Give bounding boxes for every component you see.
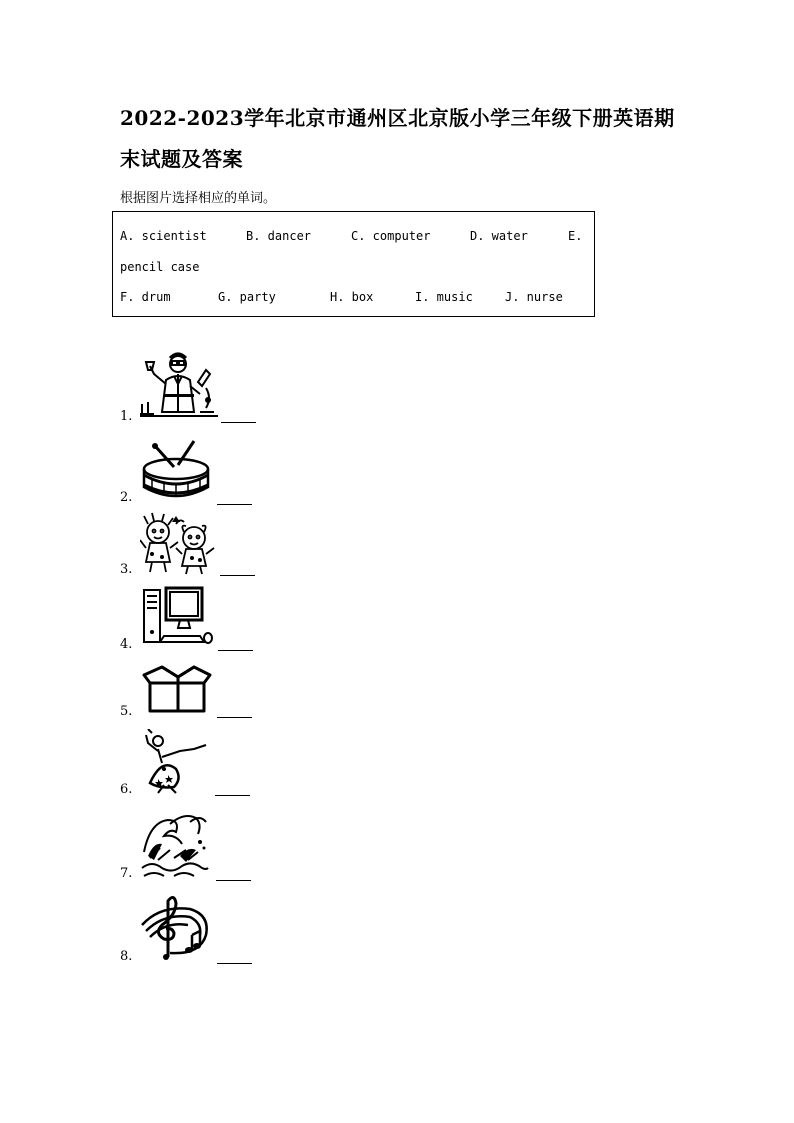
- option-e: E.: [568, 229, 583, 243]
- computer-icon: [142, 586, 214, 648]
- party-icon: [140, 512, 216, 576]
- question-6: [120, 727, 320, 807]
- question-2: [120, 435, 320, 515]
- question-number: 1.: [120, 409, 133, 424]
- drum-icon: [140, 439, 212, 503]
- option-e-cont: pencil case: [120, 260, 200, 274]
- answer-blank[interactable]: [215, 794, 250, 796]
- question-number: 5.: [120, 704, 133, 719]
- box-icon: [142, 663, 212, 715]
- option-d: D. water: [470, 229, 528, 243]
- question-number: 6.: [120, 782, 133, 797]
- answer-blank[interactable]: [217, 503, 252, 505]
- dancer-icon: [140, 729, 210, 795]
- question-number: 2.: [120, 490, 133, 505]
- question-number: 3.: [120, 562, 133, 577]
- question-5: [120, 655, 320, 735]
- option-b: B. dancer: [246, 229, 312, 243]
- scientist-icon: [140, 352, 218, 418]
- option-f: F. drum: [120, 290, 171, 304]
- music-icon: [140, 895, 212, 961]
- question-3: [120, 510, 320, 590]
- word-bank-box: [112, 211, 595, 317]
- question-number: 8.: [120, 949, 133, 964]
- question-number: 4.: [120, 637, 133, 652]
- option-h: H. box: [330, 290, 374, 304]
- answer-blank[interactable]: [217, 716, 252, 718]
- question-1: [120, 350, 320, 430]
- answer-blank[interactable]: [220, 574, 255, 576]
- question-8: [120, 893, 320, 973]
- option-g: G. party: [218, 290, 276, 304]
- option-i: I. music: [415, 290, 473, 304]
- option-c: C. computer: [351, 229, 431, 243]
- option-j: J. nurse: [505, 290, 563, 304]
- question-number: 7.: [120, 866, 133, 881]
- page-title-line2: 末试题及答案: [120, 147, 243, 171]
- page-title-line1: 2022-2023学年北京市通州区北京版小学三年级下册英语期: [120, 106, 675, 130]
- answer-blank[interactable]: [218, 649, 253, 651]
- question-4: [120, 583, 320, 663]
- answer-blank[interactable]: [216, 879, 251, 881]
- instruction-text: 根据图片选择相应的单词。: [120, 191, 277, 206]
- answer-blank[interactable]: [217, 962, 252, 964]
- question-7: [120, 810, 320, 890]
- answer-blank[interactable]: [221, 421, 256, 423]
- water-icon: [140, 812, 210, 878]
- option-a: A. scientist: [120, 229, 207, 243]
